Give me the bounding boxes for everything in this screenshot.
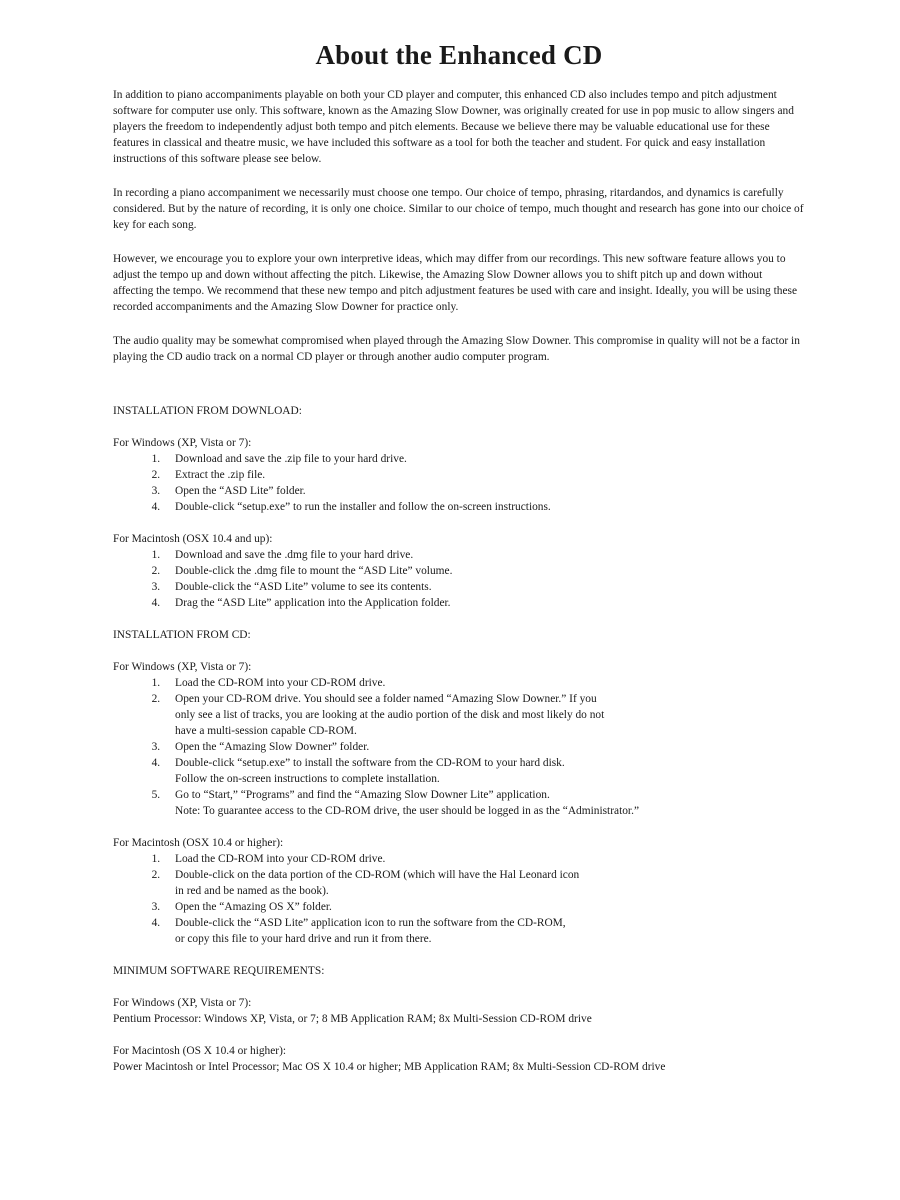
list-item: 2. Extract the .zip file. <box>163 467 805 483</box>
page-title: About the Enhanced CD <box>315 40 603 70</box>
requirements-windows-label: For Windows (XP, Vista or 7): <box>113 997 252 1009</box>
step-line: 1. Load the CD-ROM into your CD-ROM drive. <box>175 853 386 865</box>
step-line: 4. Double-click the “ASD Lite” application icon to run the software from the CD-ROM, <box>175 917 566 929</box>
step-line: have a multi-session capable CD-ROM. <box>175 725 357 737</box>
download-windows-label: For Windows (XP, Vista or 7): <box>113 437 252 449</box>
step-line: 2. Open your CD-ROM drive. You should see a folder named “Amazing Slow Downer.” If you <box>175 693 597 705</box>
list-item: 1. Download and save the .zip file to your hard drive. <box>163 451 805 467</box>
list-item <box>163 691 805 739</box>
intro-paragraph: In addition to piano accompaniments playable on both your CD player and computer, this enhanced CD also includes tempo and pitch adjustment software for computer use only. This software, known as the Amazing Slow Downer, was originally created for use in pop music to allow singers and players the freedom to independently adjust both tempo and pitch elements. Because we believe there may be valuable educational use for these features in classical and theatre music, we have included this software as a tool for both the teacher and student. For quick and easy installation instructions of this software please see below. <box>113 89 794 165</box>
list-item <box>163 675 805 691</box>
step-line: only see a list of tracks, you are looking at the audio portion of the disk and most likely do not <box>175 709 605 721</box>
requirements-mac-text: Power Macintosh or Intel Processor; Mac OS X 10.4 or higher; MB Application RAM; 8x Multi-Session CD-ROM drive <box>113 1061 666 1073</box>
download-windows-steps <box>113 451 805 515</box>
cd-windows-steps <box>113 675 805 819</box>
list-item <box>163 851 805 867</box>
requirements-heading: MINIMUM SOFTWARE REQUIREMENTS: <box>113 965 325 977</box>
list-item <box>163 867 805 899</box>
requirements-mac <box>113 1043 805 1075</box>
step-line: 3. Open the “Amazing OS X” folder. <box>175 901 332 913</box>
list-item <box>163 755 805 787</box>
list-item <box>163 787 805 819</box>
cd-mac-label: For Macintosh (OSX 10.4 or higher): <box>113 837 284 849</box>
download-mac-label: For Macintosh (OSX 10.4 and up): <box>113 533 273 545</box>
download-mac-steps <box>113 547 805 611</box>
list-item: 4. Drag the “ASD Lite” application into the Application folder. <box>163 595 805 611</box>
step-line: 1. Load the CD-ROM into your CD-ROM drive. <box>175 677 386 689</box>
audio-quality-paragraph: The audio quality may be somewhat compromised when played through the Amazing Slow Downer. This compromise in quality will not be a factor in playing the CD audio track on a normal CD player or through another audio computer program. <box>113 335 800 363</box>
step-line: 3. Open the “Amazing Slow Downer” folder. <box>175 741 370 753</box>
interpretation-paragraph: However, we encourage you to explore your own interpretive ideas, which may differ from our recordings. This new software feature allows you to adjust the tempo up and down without affecting the pitch. Likewise, the Amazing Slow Downer allows you to shift pitch up and down without affecting the tempo. We recommend that these new tempo and pitch adjustment features be used with care and insight. Ideally, you will be using these recorded accompaniments and the Amazing Slow Downer for practice only. <box>113 253 798 313</box>
list-item <box>163 739 805 755</box>
step-line: Note: To guarantee access to the CD-ROM drive, the user should be logged in as the “Administrator.” <box>175 805 639 817</box>
step-line: in red and be named as the book). <box>175 885 329 897</box>
tempo-paragraph: In recording a piano accompaniment we necessarily must choose one tempo. Our choice of tempo, phrasing, ritardandos, and dynamics is carefully considered. But by the nature of recording, it is only one choice. Similar to our choice of tempo, much thought and research has gone into our choice of key for each song. <box>113 187 804 231</box>
section-spacer <box>113 383 805 403</box>
list-item <box>163 915 805 947</box>
requirements-windows <box>113 995 805 1027</box>
requirements-mac-label: For Macintosh (OS X 10.4 or higher): <box>113 1045 287 1057</box>
step-line: 2. Double-click on the data portion of the CD-ROM (which will have the Hal Leonard icon <box>175 869 580 881</box>
list-item: 3. Open the “ASD Lite” folder. <box>163 483 805 499</box>
step-line: 5. Go to “Start,” “Programs” and find the “Amazing Slow Downer Lite” application. <box>175 789 550 801</box>
step-line: or copy this file to your hard drive and run it from there. <box>175 933 432 945</box>
list-item: 4. Double-click “setup.exe” to run the installer and follow the on-screen instructions. <box>163 499 805 515</box>
requirements-windows-text: Pentium Processor: Windows XP, Vista, or 7; 8 MB Application RAM; 8x Multi-Session CD-ROM drive <box>113 1013 592 1025</box>
list-item: 1. Download and save the .dmg file to your hard drive. <box>163 547 805 563</box>
list-item: 3. Double-click the “ASD Lite” volume to see its contents. <box>163 579 805 595</box>
list-item <box>163 899 805 915</box>
download-heading: INSTALLATION FROM DOWNLOAD: <box>113 405 302 417</box>
list-item: 2. Double-click the .dmg file to mount the “ASD Lite” volume. <box>163 563 805 579</box>
cd-windows-label: For Windows (XP, Vista or 7): <box>113 661 252 673</box>
cd-heading: INSTALLATION FROM CD: <box>113 629 251 641</box>
step-line: Follow the on-screen instructions to complete installation. <box>175 773 440 785</box>
cd-mac-steps <box>113 851 805 947</box>
step-line: 4. Double-click “setup.exe” to install the software from the CD-ROM to your hard disk. <box>175 757 565 769</box>
